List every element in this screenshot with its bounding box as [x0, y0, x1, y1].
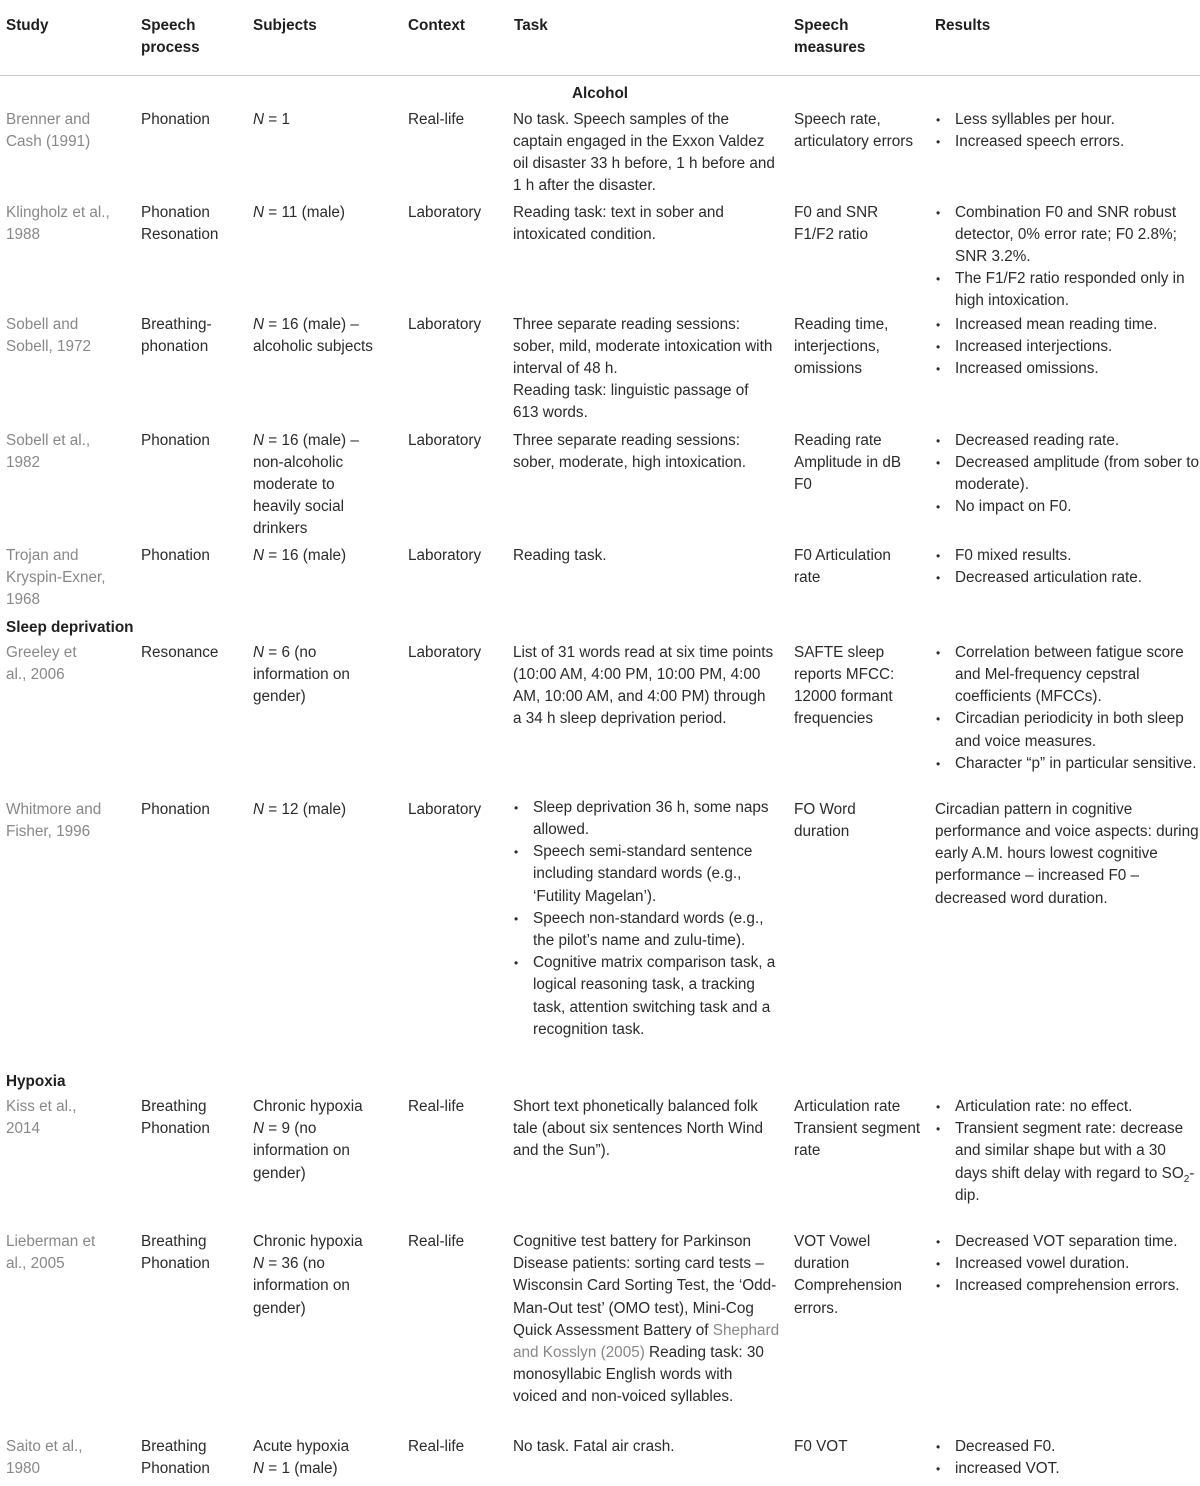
context-cell: Laboratory: [408, 203, 482, 221]
context-cell: Laboratory: [408, 431, 482, 449]
task-reference-link[interactable]: Shephard and Kosslyn (2005): [513, 1321, 780, 1362]
table-row: [0, 430, 1200, 545]
table-header-row: [0, 0, 1200, 76]
results-cell: [935, 1096, 1200, 1231]
result-item: • Increased vowel duration.: [935, 1253, 1200, 1275]
subjects-cell: [253, 109, 408, 202]
table-row: [0, 799, 1200, 1069]
subjects-text: = 16 (male) – non-alcoholic moderate to heavily social drinkers: [253, 431, 359, 538]
subjects-n: N: [253, 546, 265, 564]
task-cell: [513, 799, 794, 1069]
task-cell: No task. Speech samples of the captain engaged in the Exxon Valdez oil disaster 33 h before, 1 h before and 1 h after the disaster.: [513, 110, 775, 195]
context-cell: Real-life: [408, 110, 465, 128]
study-cell: Sobell et al., 1982: [6, 431, 91, 471]
subjects-n: N: [253, 110, 265, 128]
task-text-2: Reading task: linguistic passage of 613 words.: [513, 382, 749, 422]
subjects-cell: [253, 1231, 408, 1436]
subjects-cell: [253, 1096, 408, 1231]
table-row: [0, 202, 1200, 314]
subjects-text: = 16 (male) – alcoholic subjects: [253, 315, 373, 355]
result-item: • Less syllables per hour.: [935, 109, 1200, 131]
header-results: Results: [935, 17, 991, 34]
process-cell: Phonation: [141, 431, 210, 449]
study-cell: Whitmore and Fisher, 1996: [6, 800, 102, 841]
result-item: • Combination F0 and SNR robust detector, 0% error rate; F0 2.8%; SNR 3.2%.: [935, 202, 1200, 269]
table-row: [0, 1231, 1200, 1436]
table-row: [0, 314, 1200, 430]
subjects-n: N: [253, 643, 265, 661]
result-item: • Decreased reading rate.: [935, 430, 1200, 452]
results-cell: [935, 314, 1200, 430]
task-cell: [513, 314, 794, 430]
task-item: • Speech non-standard words (e.g., the pilot’s name and zulu-time).: [513, 908, 776, 952]
result-text-end: -dip.: [955, 1164, 1195, 1204]
subjects-n: N: [253, 315, 265, 333]
result-item: • Increased comprehension errors.: [935, 1275, 1200, 1297]
process-cell: Breathing-phonation: [141, 315, 212, 355]
study-cell: Saito et al., 1980: [6, 1438, 83, 1478]
measures-cell: F0 Articulation rate: [794, 546, 891, 586]
section-title-sleep-deprivation: Sleep deprivation: [6, 618, 134, 636]
header-speech-process: Speech process: [141, 17, 200, 57]
subjects-cell: [253, 1436, 408, 1486]
subjects-n: N: [253, 800, 265, 818]
table-row: [0, 642, 1200, 799]
measures-cell: SAFTE sleep reports MFCC: 12000 formant frequencies: [794, 643, 895, 728]
section-title-alcohol: Alcohol: [571, 85, 629, 103]
measures-cell: Reading rate Amplitude in dB F0: [794, 431, 902, 494]
task-item: • Cognitive matrix comparison task, a logical reasoning task, a tracking task, attention switching task and a recognition task.: [513, 952, 776, 1041]
result-item: • Correlation between fatigue score and Mel-frequency cepstral coefficients (MFCCs).: [935, 642, 1200, 709]
result-item: • No impact on F0.: [935, 496, 1200, 518]
subjects-text: = 36 (no information on gender): [253, 1255, 350, 1317]
process-cell: Phonation: [141, 110, 210, 128]
result-item: • Decreased articulation rate.: [935, 567, 1200, 589]
header-task: Task: [514, 17, 548, 34]
section-row: [0, 615, 1200, 642]
results-cell: [935, 109, 1200, 202]
result-item: • increased VOT.: [935, 1458, 1200, 1480]
process-cell: Phonation: [141, 800, 210, 818]
process-cell: Phonation Resonation: [141, 203, 219, 243]
results-cell: [935, 1436, 1200, 1486]
study-cell: Kiss et al., 2014: [6, 1098, 77, 1138]
result-item: • F0 mixed results.: [935, 545, 1200, 567]
subjects-cell: [253, 202, 408, 314]
results-cell: [935, 202, 1200, 314]
result-item: • Character “p” in particular sensitive.: [935, 753, 1200, 775]
results-cell: [935, 642, 1200, 799]
task-cell: [513, 1231, 794, 1436]
table-row: [0, 1096, 1200, 1231]
subjects-text: = 1: [264, 110, 291, 128]
subjects-cell: [253, 642, 408, 799]
header-speech-measures: Speech measures: [794, 17, 866, 57]
context-cell: Real-life: [408, 1438, 465, 1456]
task-text: Cognitive test battery for Parkinson Disease patients: sorting card tests – Wisconsin Card Sorting Test, the ‘Odd-Man-Out test’ (OMO test), Mini-Cog Quick Assessment Battery of: [513, 1233, 777, 1339]
subjects-text: = 12 (male): [264, 800, 347, 818]
study-cell: Klingholz et al., 1988: [6, 203, 110, 243]
subjects-cell: [253, 545, 408, 615]
result-item: • Increased speech errors.: [935, 131, 1200, 153]
result-text: Transient segment rate: decrease and similar shape but with a 30 days shift delay with regard to SO: [955, 1120, 1184, 1182]
subjects-n: N: [253, 1255, 265, 1273]
results-cell: Circadian pattern in cognitive performance and voice aspects: during early A.M. hours lowest cognitive performance – increased F0 – decreased word duration.: [935, 800, 1199, 907]
subjects-pre: Acute hypoxia: [253, 1438, 350, 1456]
task-text-after: Reading task: 30 monosyllabic English words with voiced and non-voiced syllables.: [513, 1344, 764, 1406]
section-row: [0, 1069, 1200, 1096]
subjects-cell: [253, 799, 408, 1069]
table-row: [0, 109, 1200, 202]
subjects-pre: Chronic hypoxia: [253, 1233, 363, 1251]
results-cell: [935, 545, 1200, 615]
context-cell: Laboratory: [408, 643, 482, 661]
subjects-text: = 6 (no information on gender): [253, 643, 350, 706]
measures-cell: Speech rate, articulatory errors: [794, 110, 914, 150]
measures-cell: Articulation rate Transient segment rate: [794, 1098, 921, 1160]
task-item: • Speech semi-standard sentence including standard words (e.g., ‘Futility Magelan’).: [513, 841, 776, 908]
process-cell: Phonation: [141, 546, 210, 564]
results-cell: [935, 430, 1200, 545]
context-cell: Laboratory: [408, 315, 482, 333]
measures-cell: F0 VOT: [794, 1438, 848, 1456]
study-cell: Greeley et al., 2006: [6, 643, 77, 684]
subjects-n: N: [253, 1460, 265, 1478]
study-cell: Lieberman et al., 2005: [6, 1233, 96, 1273]
process-cell: Resonance: [141, 643, 219, 661]
context-cell: Laboratory: [408, 546, 482, 564]
section-row: [0, 76, 1200, 109]
process-cell: Breathing Phonation: [141, 1233, 210, 1273]
task-cell: Reading task: text in sober and intoxicated condition.: [513, 203, 724, 243]
header-context: Context: [408, 17, 465, 34]
measures-cell: FO Word duration: [794, 800, 856, 841]
task-cell: No task. Fatal air crash.: [513, 1438, 675, 1456]
result-item: • Decreased VOT separation time.: [935, 1231, 1200, 1253]
task-cell: Three separate reading sessions: sober, moderate, high intoxication.: [513, 431, 746, 471]
table-row: [0, 545, 1200, 615]
study-cell: Sobell and Sobell, 1972: [6, 315, 92, 355]
result-item: • The F1/F2 ratio responded only in high intoxication.: [935, 268, 1200, 312]
process-cell: Breathing Phonation: [141, 1098, 210, 1138]
subjects-pre: Chronic hypoxia: [253, 1098, 363, 1116]
result-item: • Increased omissions.: [935, 358, 1200, 380]
context-cell: Laboratory: [408, 800, 482, 818]
results-cell: [935, 1231, 1200, 1436]
result-item: • Articulation rate: no effect.: [935, 1096, 1200, 1118]
task-text: Three separate reading sessions: sober, mild, moderate intoxication with interval of 48 h.: [513, 315, 773, 378]
header-study: Study: [6, 17, 49, 34]
subjects-text: = 16 (male): [264, 546, 347, 564]
header-subjects: Subjects: [253, 17, 317, 34]
study-cell: Trojan and Kryspin-Exner, 1968: [6, 546, 106, 609]
table-row: [0, 1436, 1200, 1486]
subjects-text: = 11 (male): [264, 203, 345, 221]
result-item: • Increased interjections.: [935, 336, 1200, 358]
result-item: • Decreased F0.: [935, 1436, 1200, 1458]
subjects-cell: [253, 430, 408, 545]
process-cell: Breathing Phonation: [141, 1438, 210, 1478]
measures-cell: Reading time, interjections, omissions: [794, 315, 889, 378]
measures-cell: F0 and SNR F1/F2 ratio: [794, 203, 879, 243]
section-title-hypoxia: Hypoxia: [6, 1072, 66, 1090]
subjects-n: N: [253, 431, 265, 449]
task-cell: List of 31 words read at six time points (10:00 AM, 4:00 PM, 10:00 PM, 4:00 AM, 10:00 AM, and 4:00 PM) through a 34 h sleep deprivation period.: [513, 643, 774, 728]
task-cell: Short text phonetically balanced folk tale (about six sentences North Wind and the Sun”).: [513, 1098, 763, 1160]
task-cell: Reading task.: [513, 546, 607, 564]
study-cell: Brenner and Cash (1991): [6, 110, 91, 150]
subjects-text: = 1 (male): [264, 1460, 338, 1478]
result-subscript: 2: [1183, 1173, 1190, 1185]
subjects-n: N: [253, 1120, 265, 1138]
context-cell: Real-life: [408, 1098, 465, 1116]
result-item: [935, 1118, 1200, 1207]
subjects-cell: [253, 314, 408, 430]
subjects-text: = 9 (no information on gender): [253, 1120, 350, 1182]
result-item: • Increased mean reading time.: [935, 314, 1200, 336]
task-item: • Sleep deprivation 36 h, some naps allowed.: [513, 797, 776, 841]
measures-cell: VOT Vowel duration Comprehension errors.: [794, 1233, 902, 1317]
result-item: • Decreased amplitude (from sober to moderate).: [935, 452, 1200, 496]
subjects-n: N: [253, 203, 265, 221]
result-item: • Circadian periodicity in both sleep and voice measures.: [935, 708, 1200, 752]
context-cell: Real-life: [408, 1233, 465, 1251]
